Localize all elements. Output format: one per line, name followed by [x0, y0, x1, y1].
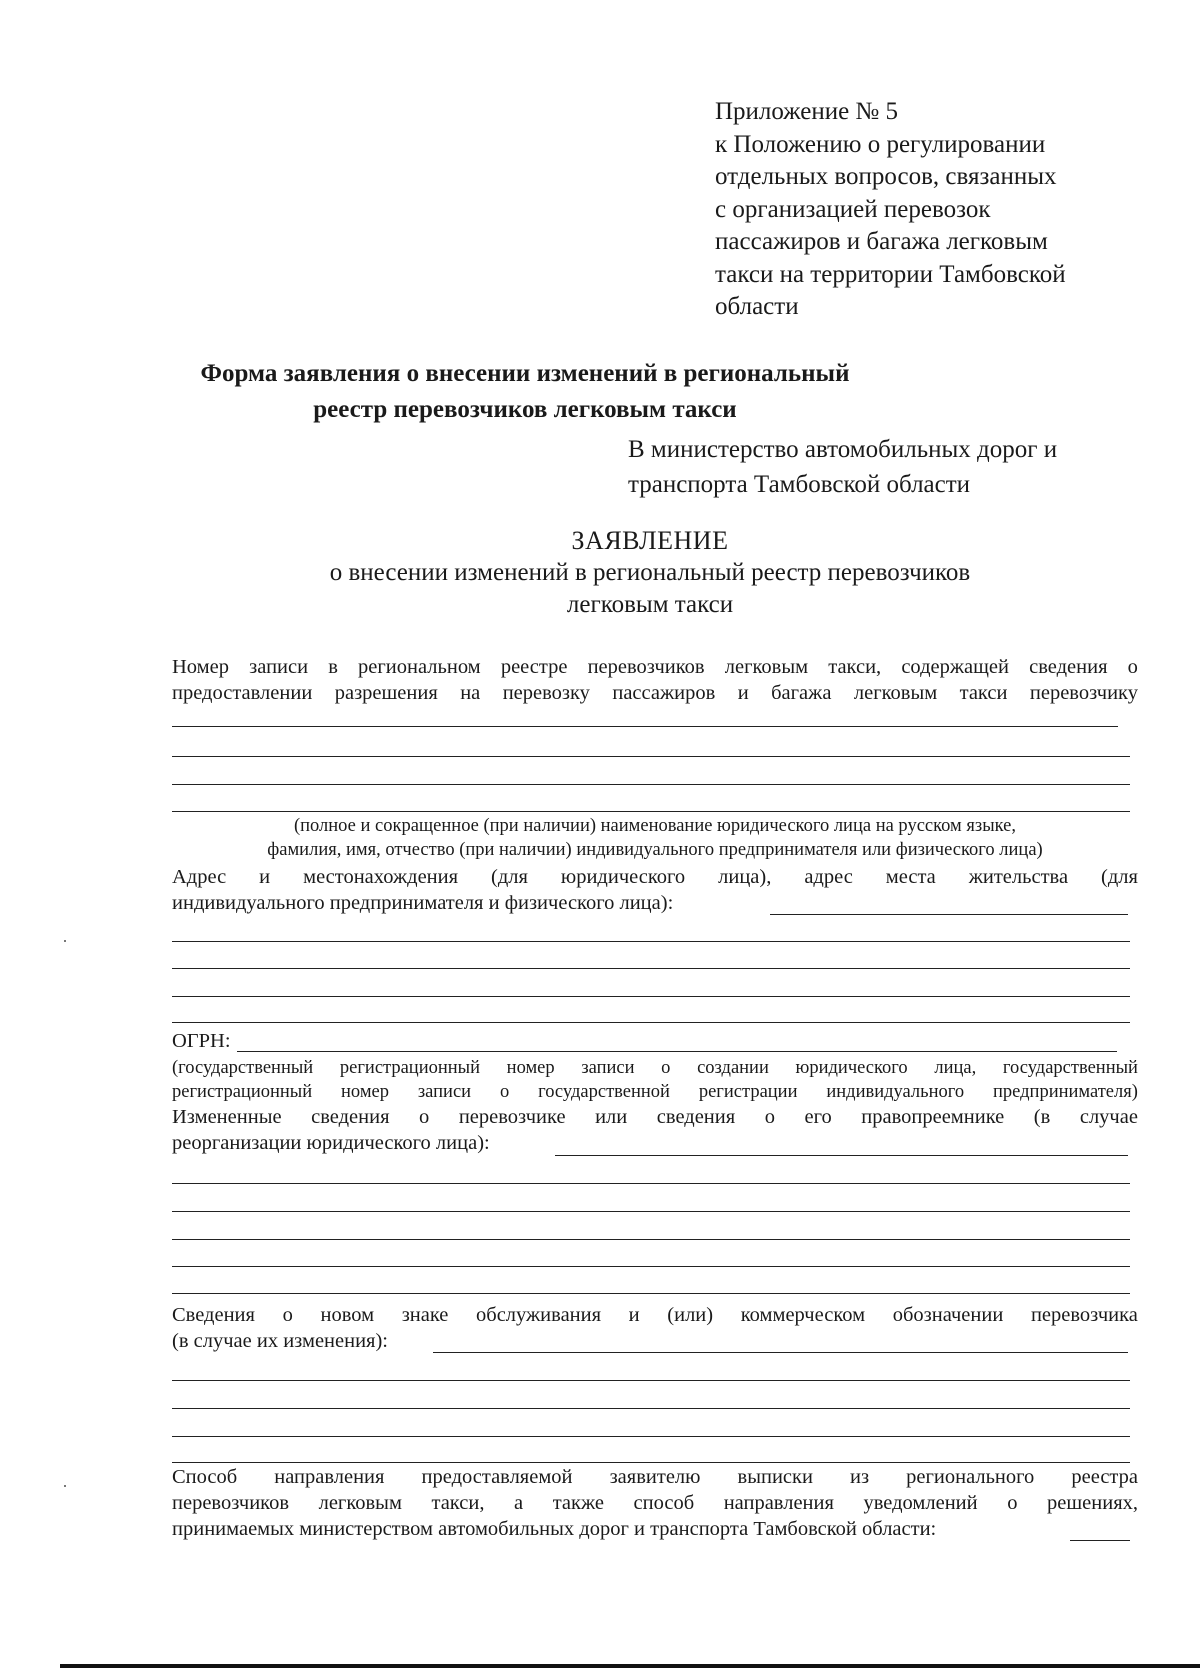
word: Способ	[172, 1466, 238, 1488]
word: адрес	[804, 866, 853, 888]
word: Измененные	[172, 1106, 282, 1128]
word: регистрации	[698, 1082, 798, 1102]
recipient-line: транспорта Тамбовской области	[628, 471, 971, 498]
word: выписки	[737, 1466, 813, 1488]
word: и	[628, 1304, 640, 1326]
word: (или)	[667, 1304, 714, 1326]
word: предоставляемой	[421, 1466, 573, 1488]
word: случае	[1079, 1106, 1138, 1128]
paragraph-line	[172, 1104, 1138, 1130]
word: в	[328, 656, 338, 678]
word: а	[514, 1492, 524, 1514]
fill-line[interactable]	[172, 968, 1130, 969]
paragraph-line: реорганизации юридического лица):	[172, 1132, 490, 1154]
word: легковым	[853, 682, 938, 704]
word: регистрационный	[339, 1058, 480, 1078]
word: перевозчиков	[587, 656, 705, 678]
paragraph-line	[172, 1490, 1138, 1516]
fill-line[interactable]	[172, 1462, 1130, 1463]
paragraph-line: индивидуального предпринимателя и физического лица):	[172, 892, 674, 914]
paragraph-line: принимаемых министерством автомобильных дорог и транспорта Тамбовской области:	[172, 1518, 937, 1540]
word: коммерческом	[740, 1304, 866, 1326]
statement-heading	[175, 525, 1125, 621]
ogrn-label: ОГРН:	[172, 1030, 231, 1052]
word: заявителю	[609, 1466, 701, 1488]
word: Номер	[172, 656, 229, 678]
form-title-line: Форма заявления о внесении изменений в региональный	[200, 360, 850, 387]
word: сведения	[1029, 656, 1108, 678]
word: направления	[274, 1466, 385, 1488]
word: жительства	[968, 866, 1069, 888]
word: записи	[417, 1082, 472, 1102]
word: разрешения	[334, 682, 438, 704]
fill-line[interactable]	[172, 941, 1130, 942]
fill-line[interactable]	[172, 811, 1130, 812]
fill-line[interactable]	[172, 756, 1130, 757]
paragraph-line	[172, 1464, 1138, 1490]
appendix-block	[715, 96, 1155, 324]
recipient-block	[628, 432, 1148, 502]
word: или	[595, 1106, 628, 1128]
word: регионального	[906, 1466, 1035, 1488]
form-title-line: реестр перевозчиков легковым такси	[313, 396, 737, 423]
delivery-method-label	[172, 1464, 1138, 1542]
fill-line[interactable]	[172, 1183, 1130, 1184]
fill-line[interactable]	[172, 1408, 1130, 1409]
word: обозначении	[892, 1304, 1004, 1326]
word: багажа	[771, 682, 832, 704]
word: перевозчике	[458, 1106, 566, 1128]
word: пассажиров	[612, 682, 716, 704]
appendix-line: отдельных вопросов, связанных	[715, 163, 1057, 190]
hint-line	[172, 1080, 1138, 1104]
word: реестре	[500, 656, 568, 678]
word: уведомлений	[863, 1492, 978, 1514]
word: юридического	[560, 866, 686, 888]
service-mark-label	[172, 1302, 1138, 1354]
fill-line[interactable]	[172, 996, 1130, 997]
word: решениях,	[1047, 1492, 1138, 1514]
scan-dot	[64, 1485, 66, 1487]
word: (для	[491, 866, 528, 888]
fill-line[interactable]	[172, 1380, 1130, 1381]
word: о	[419, 1106, 430, 1128]
appendix-line: пассажиров и багажа легковым	[715, 228, 1048, 255]
word: также	[552, 1492, 604, 1514]
fill-line[interactable]	[770, 914, 1128, 915]
word: о	[1007, 1492, 1018, 1514]
statement-title: ЗАЯВЛЕНИЕ	[571, 526, 729, 555]
word: государственный	[1002, 1058, 1138, 1078]
word: места	[885, 866, 936, 888]
word: легковым	[724, 656, 809, 678]
word: номер	[341, 1082, 389, 1102]
statement-subtitle-line: легковым такси	[566, 591, 734, 618]
word: создании	[697, 1058, 769, 1078]
fill-line[interactable]	[172, 1436, 1130, 1437]
record-number-label	[172, 654, 1138, 706]
ogrn-field[interactable]	[237, 1051, 1117, 1052]
word: содержащей	[901, 656, 1009, 678]
word: обслуживания	[476, 1304, 602, 1326]
word: легковым	[318, 1492, 402, 1514]
changes-label	[172, 1104, 1138, 1156]
form-title	[150, 356, 900, 428]
fill-line[interactable]	[555, 1155, 1128, 1156]
paragraph-line	[172, 1302, 1138, 1328]
word: о	[499, 1082, 510, 1102]
word: (для	[1101, 866, 1138, 888]
word: о	[1127, 656, 1138, 678]
fill-line[interactable]	[172, 784, 1130, 785]
word: местонахождения	[303, 866, 459, 888]
hint-line: фамилия, имя, отчество (при наличии) индивидуального предпринимателя или физического лица)	[267, 840, 1043, 860]
word: и	[259, 866, 271, 888]
fill-line[interactable]	[172, 726, 1118, 727]
statement-subtitle-line: о внесении изменений в региональный реестр перевозчиков	[329, 559, 971, 586]
fill-line[interactable]	[172, 1211, 1130, 1212]
scan-dot	[64, 940, 66, 942]
appendix-line: с организацией перевозок	[715, 195, 991, 223]
name-hint	[160, 814, 1150, 862]
word: государственной	[538, 1082, 670, 1102]
word: из	[850, 1466, 870, 1488]
word: сведения	[311, 1106, 390, 1128]
word: такси,	[431, 1492, 485, 1514]
word: (государственный	[172, 1058, 314, 1078]
word: перевозчику	[1029, 682, 1138, 704]
word: и	[737, 682, 749, 704]
word: юридического	[795, 1058, 908, 1078]
word: записи	[249, 656, 309, 678]
appendix-line: к Положению о регулировании	[715, 130, 1046, 158]
fill-line[interactable]	[433, 1352, 1128, 1353]
appendix-line: Приложение № 5	[715, 98, 899, 125]
word: предоставлении	[172, 682, 313, 704]
word: записи	[581, 1058, 635, 1078]
paragraph-line	[172, 680, 1138, 706]
appendix-line: такси на территории Тамбовской	[715, 260, 1066, 288]
word: Сведения	[172, 1304, 255, 1326]
word: перевозчика	[1030, 1304, 1138, 1326]
address-label	[172, 864, 1138, 916]
word: региональном	[358, 656, 481, 678]
word: о	[661, 1058, 671, 1078]
fill-line[interactable]	[172, 1022, 1130, 1023]
word: о	[282, 1304, 293, 1326]
word: лица),	[718, 866, 772, 888]
word: знаке	[401, 1304, 449, 1326]
scan-edge-line	[60, 1664, 1200, 1668]
word: правопреемнике	[861, 1106, 1005, 1128]
word: его	[804, 1106, 832, 1128]
word: перевозчиков	[172, 1492, 290, 1514]
word: Адрес	[172, 866, 227, 888]
paragraph-line	[172, 654, 1138, 680]
word: на	[460, 682, 481, 704]
word: сведения	[656, 1106, 736, 1128]
word: реестра	[1071, 1466, 1138, 1488]
paragraph-line	[172, 864, 1138, 890]
word: регистрационный	[172, 1082, 313, 1102]
word: перевозку	[502, 682, 590, 704]
appendix-line: области	[715, 293, 799, 320]
word: направления	[723, 1492, 834, 1514]
word: индивидуального	[826, 1082, 965, 1102]
word: способ	[633, 1492, 695, 1514]
hint-line: (полное и сокращенное (при наличии) наименование юридического лица на русском языке,	[293, 816, 1016, 836]
word: такси,	[828, 656, 882, 678]
fill-line[interactable]	[172, 1266, 1130, 1267]
fill-line[interactable]	[1070, 1540, 1130, 1541]
ogrn-hint	[172, 1056, 1138, 1104]
paragraph-line: (в случае их изменения):	[172, 1330, 389, 1352]
fill-line[interactable]	[172, 1293, 1130, 1294]
word: номер	[506, 1058, 555, 1078]
word: (в	[1033, 1106, 1051, 1128]
word: лица,	[934, 1058, 977, 1078]
recipient-line: В министерство автомобильных дорог и	[628, 436, 1058, 463]
word: о	[764, 1106, 775, 1128]
fill-line[interactable]	[172, 1239, 1130, 1240]
word: новом	[320, 1304, 375, 1326]
hint-line	[172, 1056, 1138, 1080]
word: такси	[959, 682, 1008, 704]
word: предпринимателя)	[993, 1082, 1138, 1102]
